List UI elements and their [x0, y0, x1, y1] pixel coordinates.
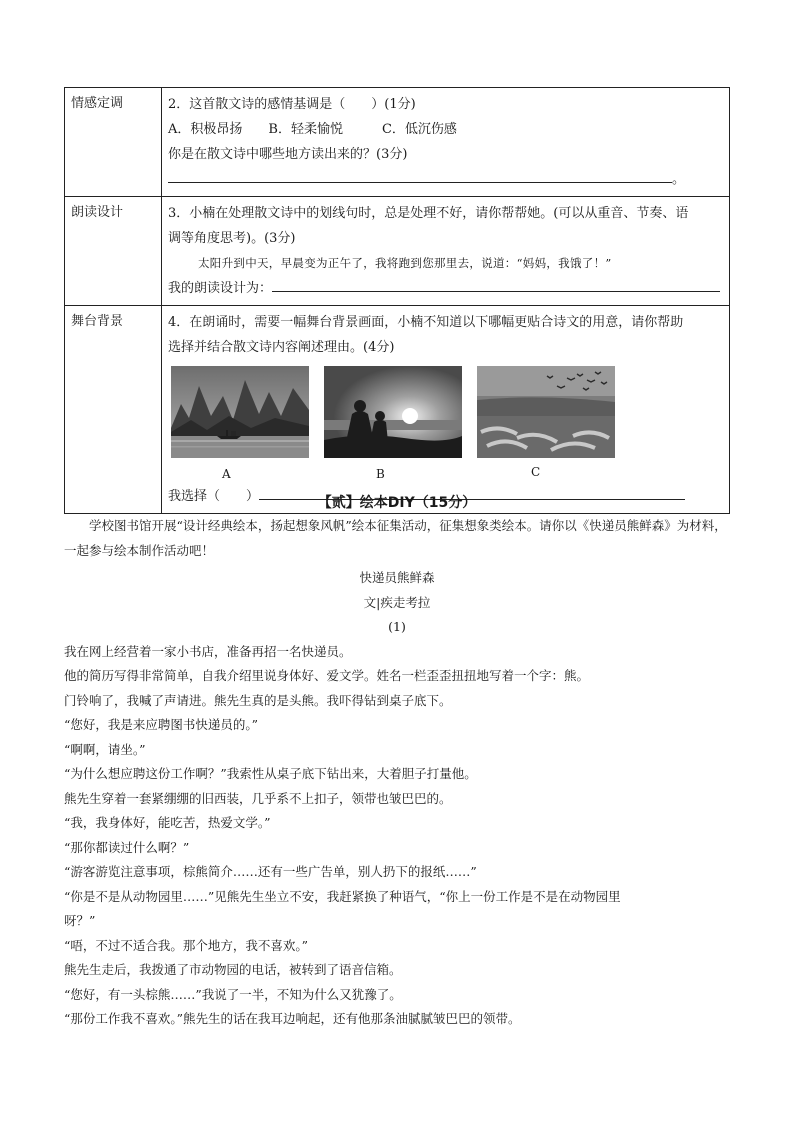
story-author: 文|疾走考拉 [363, 594, 431, 610]
paragraph: “唔，不过不适合我。那个地方，我不喜欢。” [64, 937, 309, 953]
question-4 [162, 306, 730, 514]
mother-child-sunset-photo[interactable] [324, 366, 462, 458]
chapter-number: (1) [388, 619, 406, 634]
paragraph: “那份工作我不喜欢。”熊先生的话在我耳边响起，还有他那条油腻腻皱巴巴的领带。 [64, 1011, 521, 1026]
image-label-b: B [376, 467, 385, 481]
image-label-a: A [222, 467, 231, 481]
answer-blank[interactable] [272, 277, 720, 292]
paragraph: 熊先生穿着一套紧绷绷的旧西装，几乎系不上扣子，领带也皱巴巴的。 [64, 790, 452, 806]
paragraph: “那你都读过什么啊？” [64, 839, 190, 855]
image-options [168, 364, 723, 484]
paragraph: 我在网上经营着一家小书店，准备再招一名快递员。 [64, 643, 352, 659]
q3-stem-2: 调等角度思考)。(3分) [168, 231, 296, 246]
underlined-sentence: 太阳升到中天，早晨变为正午了，我将跑到您那里去，说道：“妈妈，我饿了！” [198, 256, 612, 270]
reading-passage [64, 514, 730, 1032]
section-title: 【贰】绘本DIY（15分） [317, 495, 477, 511]
paragraph: 他的简历写得非常简单，自我介绍里说身体好、爱文学。姓名一栏歪歪扭扭地写着一个字：熊。 [64, 668, 590, 683]
category-reading: 朗读设计 [65, 197, 162, 306]
answer-prompt: 我选择（ ） [168, 489, 260, 504]
paragraph: “您好，我是来应聘图书快递员的。” [64, 717, 259, 732]
q2-followup: 你是在散文诗中哪些地方读出来的？(3分) [168, 147, 408, 162]
row-stage [65, 306, 730, 514]
paragraph: “游客游览注意事项，棕熊简介……还有一些广告单，别人扔下的报纸……” [64, 864, 477, 879]
category-stage: 舞台背景 [65, 306, 162, 514]
q2-options: A．积极昂扬 B．轻柔愉悦 C．低沉伤感 [168, 122, 457, 137]
row-emotion [65, 88, 730, 197]
end-mark: 。 [672, 172, 686, 187]
question-table [64, 87, 730, 514]
paragraph: 熊先生走后，我拨通了市动物园的电话，被转到了语音信箱。 [64, 962, 402, 977]
paragraph: 门铃响了，我喊了声请进。熊先生真的是头熊。我吓得钻到桌子底下。 [64, 692, 452, 708]
activity-intro: 学校图书馆开展“设计经典绘本，扬起想象风帆”绘本征集活动，征集想象类绘本。请你以《快递员熊鲜森》为材料，一起参与绘本制作活动吧！ [64, 518, 727, 558]
question-3 [162, 197, 730, 306]
q3-stem-1: 3．小楠在处理散文诗中的划线句时，总是处理不好，请你帮帮她。(可以从重音、节奏、语 [168, 206, 689, 221]
q2-stem: 2．这首散文诗的感情基调是（ ）(1分) [168, 97, 416, 112]
question-2 [162, 88, 730, 197]
paragraph: “啊啊，请坐。” [64, 741, 146, 757]
paragraph: “你是不是从动物园里……”见熊先生坐立不安，我赶紧换了种语气，“你上一份工作是不是在动物园里 [64, 888, 621, 904]
q4-stem-1: 4．在朗诵时，需要一幅舞台背景画面，小楠不知道以下哪幅更贴合诗文的用意，请你帮助 [168, 315, 684, 330]
q2-answer-line[interactable] [168, 167, 723, 192]
row-reading [65, 197, 730, 306]
story-title: 快递员熊鲜森 [359, 570, 435, 585]
paragraph: “我，我身体好，能吃苦，热爱文学。” [64, 815, 271, 830]
answer-blank[interactable] [168, 168, 672, 183]
image-label-c: C [531, 465, 541, 479]
q3-answer-line[interactable] [168, 276, 723, 301]
karst-mountains-river-photo[interactable] [171, 366, 309, 458]
answer-prompt: 我的朗读设计为： [168, 281, 273, 296]
category-emotion: 情感定调 [65, 88, 162, 197]
q4-stem-2: 选择并结合散文诗内容阐述理由。(4分) [168, 340, 395, 355]
paragraph: “为什么想应聘这份工作啊？”我索性从桌子底下钻出来，大着胆子打量他。 [64, 766, 477, 781]
paragraph: “您好，有一头棕熊……”我说了一半，不知为什么又犹豫了。 [64, 986, 402, 1002]
birds-over-reeds-photo[interactable] [477, 366, 615, 458]
paragraph: 呀？” [64, 913, 96, 928]
